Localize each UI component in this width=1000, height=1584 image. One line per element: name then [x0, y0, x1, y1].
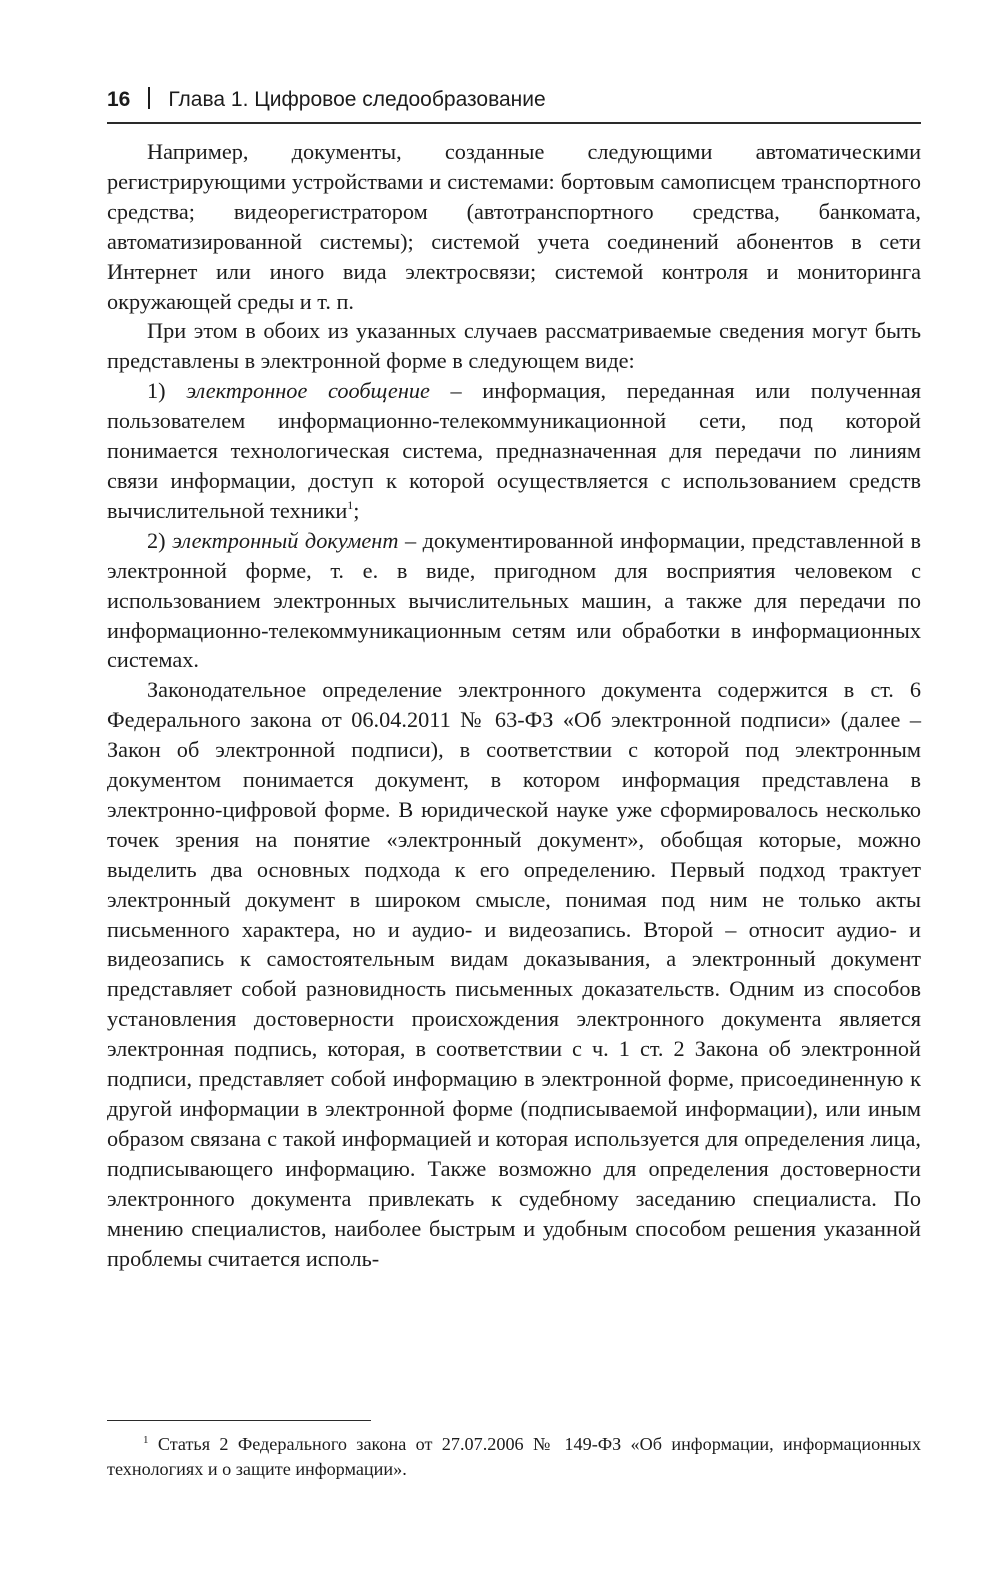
chapter-title: Глава 1. Цифровое следообразование	[168, 88, 546, 111]
header-rule	[107, 122, 921, 124]
paragraph-4-text: – документированной информации, представленной в электронной форме, т. е. в виде, пригодном для восприятия человеком с использованием электронных вычислительных машин, а также для передачи по информационно-телекоммуникационным сетям или обработки в информационных системах.	[107, 527, 922, 673]
term-electronic-document: электронный документ	[172, 527, 399, 553]
page-number: 16	[107, 88, 131, 111]
paragraph-3-end: ;	[353, 497, 360, 523]
footnote-text: Статья 2 Федерального закона от 27.07.2006 № 149-ФЗ «Об информации, информационных технологиях и о защите информации».	[107, 1434, 921, 1479]
main-text	[107, 137, 921, 1273]
footnote-rule	[107, 1420, 371, 1421]
paragraph-3	[107, 376, 921, 526]
footnote-marker: 1	[143, 1434, 149, 1446]
header-separator	[148, 87, 150, 109]
paragraph-5: Законодательное определение электронного документа содержится в ст. 6 Федерального закона от 06.04.2011 № 63-ФЗ «Об электронной подписи» (далее – Закон об электронной подписи), в соответствии с которой под электронным документом понимается документ, в котором информация представлена в электронно-цифровой форме. В юридической науке уже сформировалось несколько точек зрения на понятие «электронный документ», обобщая которые, можно выделить два основных подхода к его определению. Первый подход трактует электронный документ в широком смысле, понимая под ним не только акты письменного характера, но и аудио- и видеозапись. Второй – относит аудио- и видеозапись к самостоятельным видам доказывания, а электронный документ представляет собой разновидность письменных доказательств. Одним из способов установления достоверности происхождения электронного документа является электронная подпись, которая, в соответствии с ч. 1 ст. 2 Закона об электронной подписи, представляет собой информацию в электронной форме, присоединенную к другой информации в электронной форме (подписываемой информации), или иным образом связана с такой информацией и которая используется для определения лица, подписывающего информацию. Также возможно для определения достоверности электронного документа привлекать к судебному заседанию специалиста. По мнению специалистов, наиболее быстрым и удобным способом решения указанной проблемы считается исполь-	[107, 677, 921, 1271]
paragraph-3-text: – информация, переданная или полученная пользователем информационно-телекоммуникационной сети, под которой понимается технологическая система, предназначенная для передачи по линиям связи информации, доступ к которой осуществляется с использованием средств вычислительной техники	[107, 378, 921, 523]
paragraph-1: Например, документы, созданные следующими автоматическими регистрирующими устройствами и системами: бортовым самописцем транспортного средства; видеорегистратором (автотранспортного средства, банкомата, автоматизированной системы); системой учета соединений абонентов в сети Интернет или иного вида электросвязи; системой контроля и мониторинга окружающей среды и т. п.	[107, 139, 921, 314]
list-number-2: 2)	[147, 527, 173, 553]
paragraph-4	[107, 526, 921, 676]
footnote-ref[interactable]: 1	[347, 497, 354, 512]
page-header	[107, 86, 921, 114]
term-electronic-message: электронное сообщение	[186, 378, 430, 404]
footnote	[107, 1432, 921, 1482]
list-number-1: 1)	[147, 378, 187, 404]
footnote-1	[107, 1432, 921, 1482]
paragraph-2: При этом в обоих из указанных случаев рассматриваемые сведения могут быть представлены в электронной форме в следующем виде:	[107, 318, 921, 374]
